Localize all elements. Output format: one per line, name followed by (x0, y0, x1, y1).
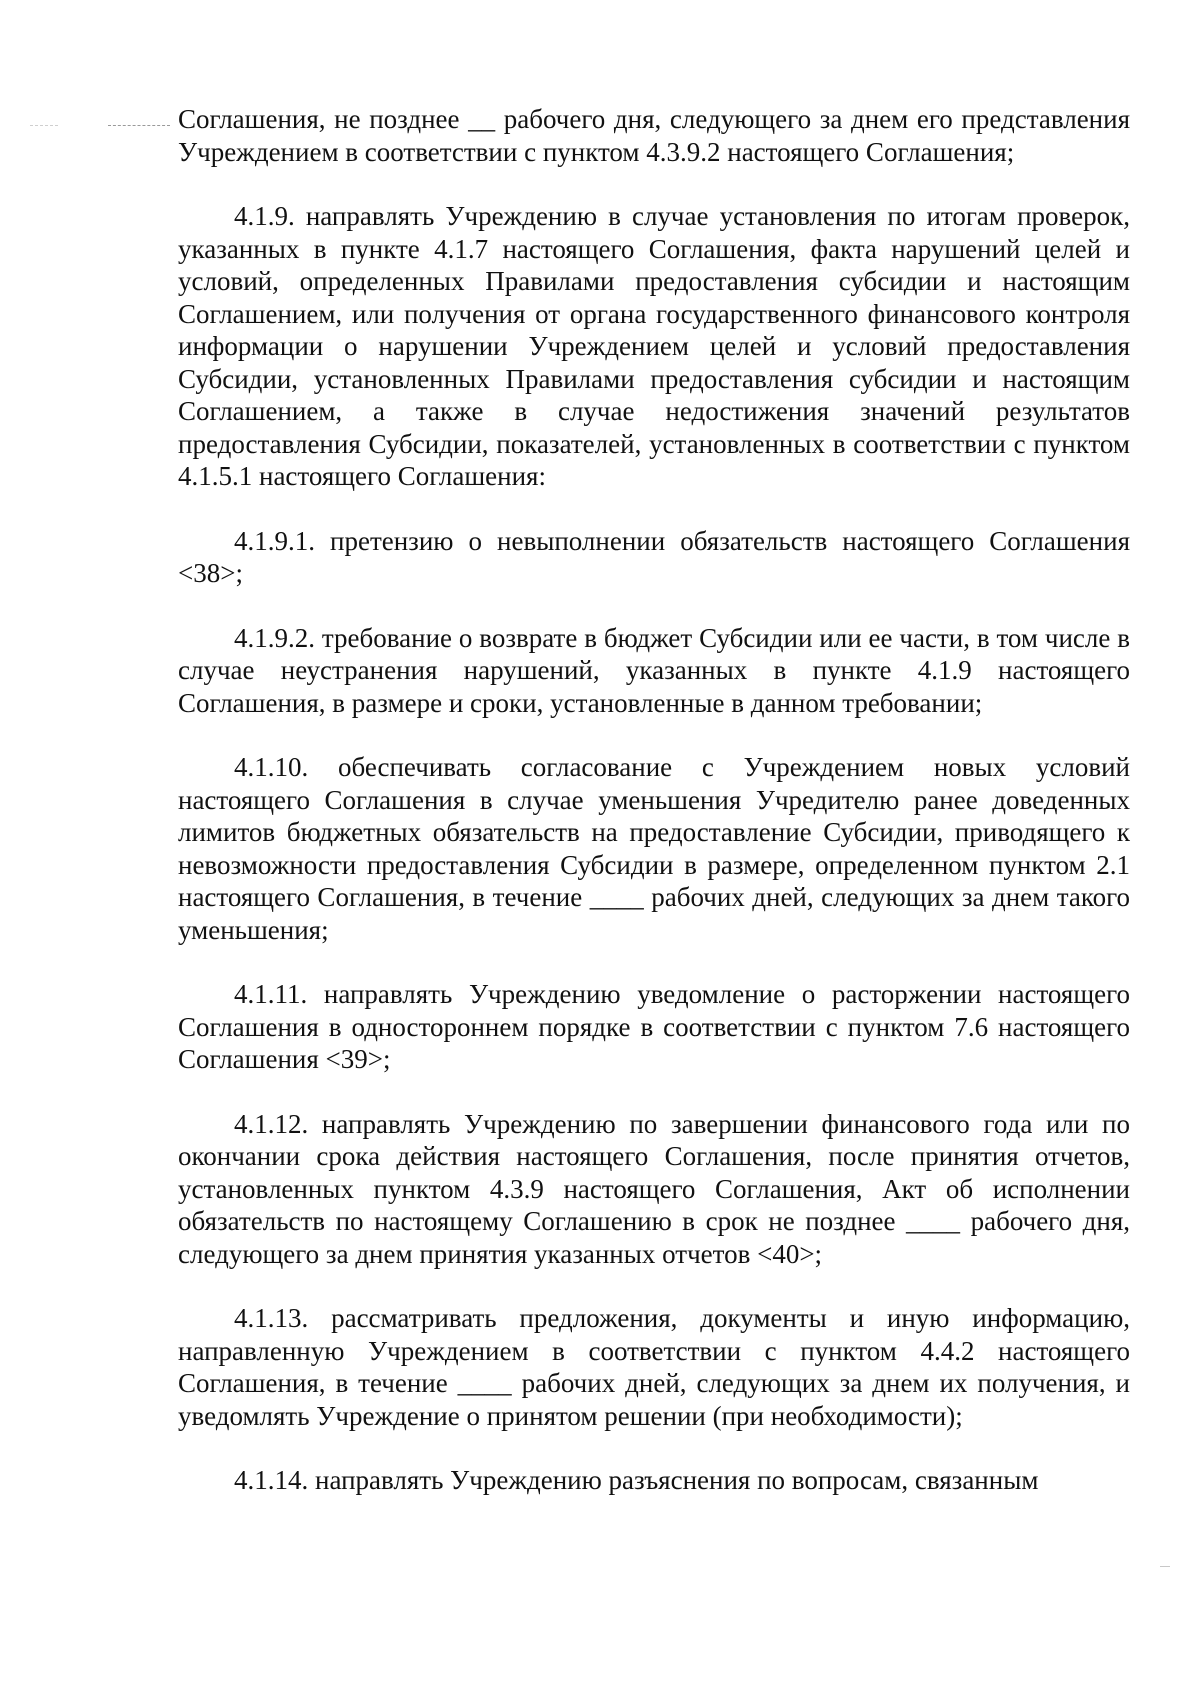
scan-artifact-mark (108, 125, 170, 127)
clause-4-1-9-2: 4.1.9.2. требование о возврате в бюджет Субсидии или ее части, в том числе в случае неустранения нарушений, указанных в пункте 4.1.9 настоящего Соглашения, в размере и сроки, установленные в данном требовании; (178, 622, 1130, 718)
clause-4-1-13: 4.1.13. рассматривать предложения, документы и иную информацию, направленную Учреждением в соответствии с пунктом 4.4.2 настоящего Соглашения, в течение ____ рабочих дней, следующих за днем их получения, и уведомлять Учреждение о принятом решении (при необходимости); (178, 1303, 1130, 1431)
clause-4-1-14: 4.1.14. направлять Учреждению разъяснения по вопросам, связанным (234, 1465, 1039, 1495)
clause-4-1-9-1: 4.1.9.1. претензию о невыполнении обязательств настоящего Соглашения <38>; (178, 525, 1130, 588)
scan-artifact-mark (30, 125, 58, 127)
clause-4-1-10: 4.1.10. обеспечивать согласование с Учреждением новых условий настоящего Соглашения в случае уменьшения Учредителю ранее доведенных лимитов бюджетных обязательств на предоставление Субсидии, приводящего к невозможности предоставления Субсидии в размере, определенном пунктом 2.1 настоящего Соглашения, в течение ____ рабочих дней, следующих за днем такого уменьшения; (178, 752, 1130, 945)
scan-artifact-mark (1160, 1566, 1170, 1567)
clause-4-1-11: 4.1.11. направлять Учреждению уведомление о расторжении настоящего Соглашения в одностороннем порядке в соответствии с пунктом 7.6 настоящего Соглашения <39>; (178, 979, 1130, 1074)
document-page (178, 103, 1130, 1529)
clause-4-1-12: 4.1.12. направлять Учреждению по завершении финансового года или по окончании срока действия настоящего Соглашения, после принятия отчетов, установленных пунктом 4.3.9 настоящего Соглашения, Акт об исполнении обязательств по настоящему Соглашению в срок не позднее ____ рабочего дня, следующего за днем принятия указанных отчетов <40>; (178, 1108, 1130, 1269)
paragraph-continuation: Соглашения, не позднее __ рабочего дня, следующего за днем его представления Учреждением в соответствии с пунктом 4.3.9.2 настоящего Соглашения; (178, 104, 1130, 167)
clause-4-1-9: 4.1.9. направлять Учреждению в случае установления по итогам проверок, указанных в пункте 4.1.7 настоящего Соглашения, факта нарушений целей и условий, определенных Правилами предоставления субсидии и настоящим Соглашением, или получения от органа государственного финансового контроля информации о нарушении Учреждением целей и условий предоставления Субсидии, установленных Правилами предоставления субсидии и настоящим Соглашением, а также в случае недостижения значений результатов предоставления Субсидии, показателей, установленных в соответствии с пунктом 4.1.5.1 настоящего Соглашения: (178, 201, 1130, 491)
